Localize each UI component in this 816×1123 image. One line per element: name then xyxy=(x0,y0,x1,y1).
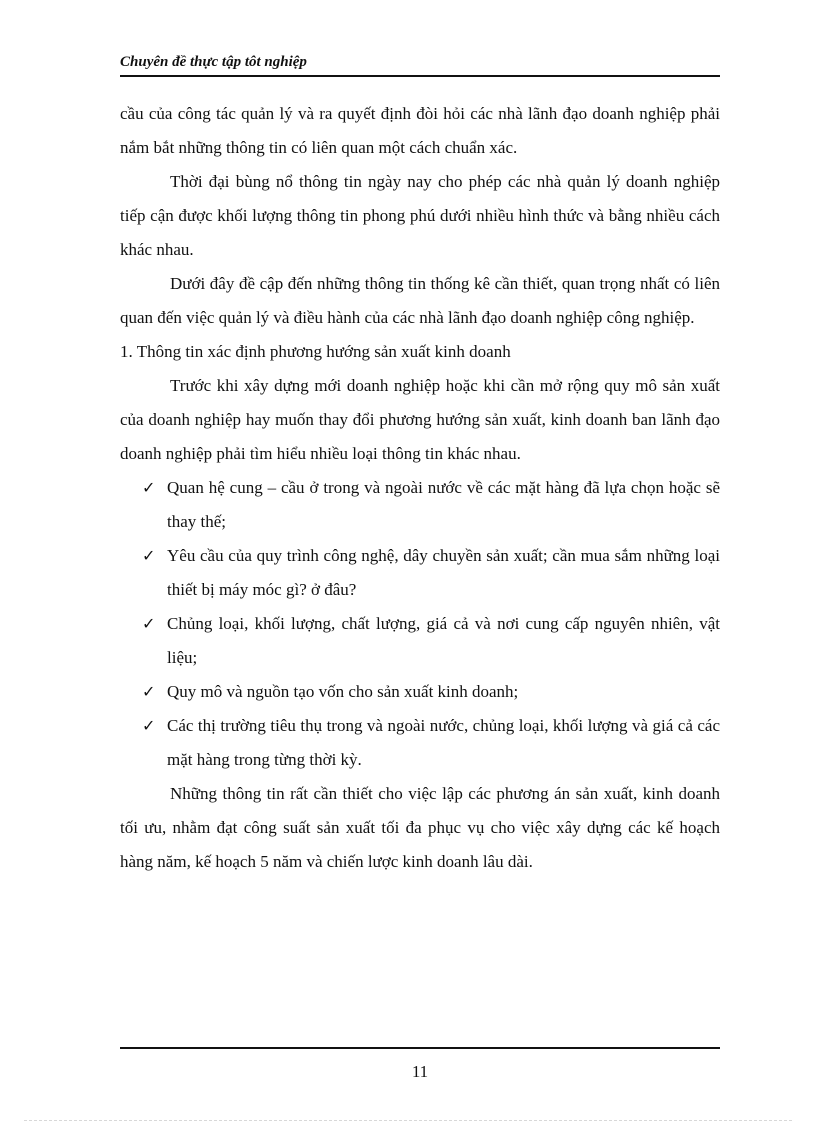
checkmark-icon: ✓ xyxy=(142,716,156,735)
page-edge-guide xyxy=(24,1120,792,1121)
checklist-item xyxy=(120,607,720,675)
checklist-item xyxy=(120,471,720,539)
checklist-item-text: Quan hệ cung – cầu ở trong và ngoài nước về các mặt hàng đã lựa chọn hoặc sẽ thay thế; xyxy=(167,478,720,531)
footer-divider xyxy=(120,1047,720,1049)
checkmark-icon: ✓ xyxy=(142,546,156,565)
checklist-item-text: Các thị trường tiêu thụ trong và ngoài nước, chủng loại, khối lượng và giá cả các mặt hàng trong từng thời kỳ. xyxy=(167,716,720,769)
checklist xyxy=(120,471,720,777)
checklist-item-text: Quy mô và nguồn tạo vốn cho sản xuất kinh doanh; xyxy=(167,682,519,701)
page-header-title: Chuyên đề thực tập tôt nghiệp xyxy=(120,54,307,70)
paragraph-information-era: Thời đại bùng nổ thông tin ngày nay cho phép các nhà quản lý doanh nghiệp tiếp cận được khối lượng thông tin phong phú dưới nhiều hình thức và bằng nhiều cách khác nhau. xyxy=(120,172,720,259)
page-number: 11 xyxy=(411,1062,429,1081)
checklist-item xyxy=(120,539,720,607)
checklist-item-text: Chủng loại, khối lượng, chất lượng, giá cả và nơi cung cấp nguyên nhiên, vật liệu; xyxy=(167,614,720,667)
section-heading: 1. Thông tin xác định phương hướng sản xuất kinh doanh xyxy=(120,342,511,361)
checkmark-icon: ✓ xyxy=(142,614,156,633)
conclusion-paragraph: Những thông tin rất cần thiết cho việc lập các phương án sản xuất, kinh doanh tối ưu, nhằm đạt công suất sản xuất tối đa phục vụ cho việc xây dựng các kế hoạch hàng năm, kế hoạch 5 năm và chiến lược kinh doanh lâu dài. xyxy=(120,784,720,871)
checkmark-icon: ✓ xyxy=(142,478,156,497)
paragraph-continuation: cầu của công tác quản lý và ra quyết định đòi hỏi các nhà lãnh đạo doanh nghiệp phải nắm bắt những thông tin có liên quan một cách chuẩn xác. xyxy=(120,104,720,157)
section-intro-paragraph: Trước khi xây dựng mới doanh nghiệp hoặc khi cần mở rộng quy mô sản xuất của doanh nghiệp hay muốn thay đổi phương hướng sản xuất, kinh doanh ban lãnh đạo doanh nghiệp phải tìm hiểu nhiều loại thông tin khác nhau. xyxy=(120,376,720,463)
paragraph-statistics-intro: Dưới đây đề cập đến những thông tin thống kê cần thiết, quan trọng nhất có liên quan đến việc quản lý và điều hành của các nhà lãnh đạo doanh nghiệp công nghiệp. xyxy=(120,274,720,327)
checklist-item-text: Yêu cầu của quy trình công nghệ, dây chuyền sản xuất; cần mua sắm những loại thiết bị máy móc gì? ở đâu? xyxy=(167,546,720,599)
checklist-item xyxy=(120,675,720,709)
checklist-item xyxy=(120,709,720,777)
checkmark-icon: ✓ xyxy=(142,682,156,701)
document-body xyxy=(120,97,720,879)
header-divider xyxy=(120,75,720,77)
